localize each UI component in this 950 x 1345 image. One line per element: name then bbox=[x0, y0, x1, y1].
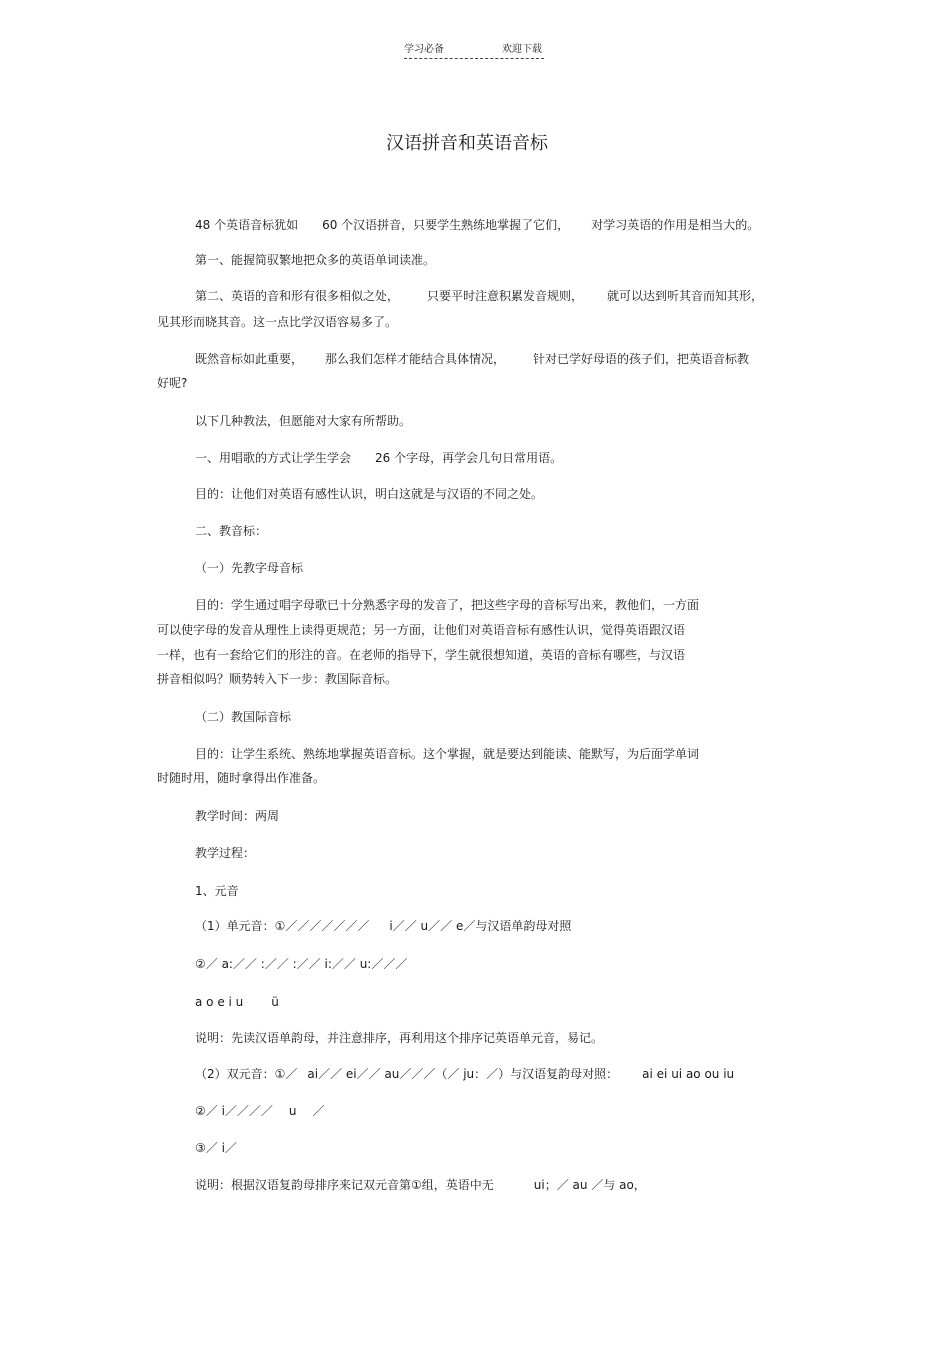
paragraph-first-point: 第一、能握简驭繁地把众多的英语单词读准。 bbox=[195, 253, 436, 267]
vowels-heading: 1、元音 bbox=[195, 884, 239, 898]
p22-text-b: ui；／ au ／与 ao， bbox=[533, 1178, 646, 1192]
subsection-one-heading: （一）先教字母音标 bbox=[195, 561, 304, 575]
intro-paragraph bbox=[195, 213, 759, 238]
p22-text-a: 说明：根据汉语复韵母排序来记双元音第①组，英语中无 bbox=[195, 1178, 494, 1192]
p17-text-b: ü bbox=[271, 995, 279, 1009]
pinyin-single-finals bbox=[195, 990, 279, 1015]
subsection-two-heading: （二）教国际音标 bbox=[195, 710, 292, 724]
subsection-one-purpose-line4: 拼音相似吗？顺势转入下一步：教国际音标。 bbox=[157, 672, 398, 686]
single-vowels-line bbox=[195, 914, 571, 939]
p3-text-b: 那么我们怎样才能结合具体情况， bbox=[325, 352, 506, 366]
p2-text-c: 就可以达到听其音而知其形， bbox=[607, 289, 764, 303]
paragraph-second-point-line2: 见其形而晓其音。这一点比学汉语容易多了。 bbox=[157, 315, 398, 329]
intro-text-b: 60 个汉语拼音，只要学生熟练地掌握了它们， bbox=[322, 218, 570, 232]
paragraph-importance-line2: 好呢? bbox=[157, 376, 188, 390]
p20-text-a: ②／ i／／／／ bbox=[195, 1104, 273, 1118]
p3-text-c: 针对已学好母语的孩子们，把英语音标教 bbox=[533, 352, 750, 366]
p19-text-b: ai／／ ei／／ au／／／（／ ju：／）与汉语复韵母对照： bbox=[307, 1067, 619, 1081]
header-right-text: 欢迎下载 bbox=[502, 44, 542, 55]
section-one-heading bbox=[195, 446, 562, 471]
double-vowels-note bbox=[195, 1173, 646, 1198]
section-two-heading: 二、教音标： bbox=[195, 524, 268, 538]
p2-text-a: 第二、英语的音和形有很多相似之处， bbox=[195, 289, 400, 303]
p20-text-b: u bbox=[288, 1104, 297, 1118]
p19-text-a: （2）双元音：①／ bbox=[195, 1067, 298, 1081]
p20-text-c: ／ bbox=[312, 1104, 325, 1118]
p3-text-a: 既然音标如此重要， bbox=[195, 352, 304, 366]
section-one-purpose: 目的：让他们对英语有感性认识，明白这就是与汉语的不同之处。 bbox=[195, 487, 544, 501]
subsection-one-purpose-line3: 一样，也有一套给它们的形注的音。在老师的指导下，学生就很想知道，英语的音标有哪些，与汉语 bbox=[157, 648, 686, 662]
paragraph-second-point bbox=[195, 284, 763, 309]
intro-text-c: 对学习英语的作用是相当大的。 bbox=[591, 218, 760, 232]
single-vowels-group2: ②／ a:／／ :／／ :／／ i:／／ u:／／／ bbox=[195, 957, 408, 971]
page-header bbox=[404, 40, 544, 59]
paragraph-importance bbox=[195, 347, 749, 372]
subsection-two-purpose-line1: 目的：让学生系统、熟练地掌握英语音标。这个掌握，就是要达到能读、能默写，为后面学单词 bbox=[195, 747, 700, 761]
document-title: 汉语拼音和英语音标 bbox=[386, 133, 548, 154]
header-left-text: 学习必备 bbox=[404, 44, 444, 55]
double-vowels-group2 bbox=[195, 1099, 325, 1124]
p15-text-a: （1）单元音：①／／／／／／／ bbox=[195, 919, 370, 933]
p15-text-b: i／／ u／／ e／与汉语单韵母对照 bbox=[389, 919, 572, 933]
p17-text-a: a o e i u bbox=[195, 995, 244, 1009]
teaching-process: 教学过程： bbox=[195, 846, 256, 860]
p5-text-a: 一、用唱歌的方式让学生学会 bbox=[195, 451, 352, 465]
p5-text-b: 26 个字母，再学会几句日常用语。 bbox=[375, 451, 563, 465]
single-vowels-note: 说明：先读汉语单韵母，并注意排序，再利用这个排序记英语单元音，易记。 bbox=[195, 1031, 604, 1045]
subsection-one-purpose-line1: 目的：学生通过唱字母歌已十分熟悉字母的发音了，把这些字母的音标写出来，教他们，一方面 bbox=[195, 598, 700, 612]
p2-text-b: 只要平时注意积累发音规则， bbox=[427, 289, 584, 303]
subsection-two-purpose-line2: 时随时用，随时拿得出作准备。 bbox=[157, 771, 326, 785]
paragraph-methods-intro: 以下几种教法，但愿能对大家有所帮助。 bbox=[195, 414, 412, 428]
intro-text-a: 48 个英语音标犹如 bbox=[195, 218, 299, 232]
teaching-time: 教学时间：两周 bbox=[195, 809, 280, 823]
p19-text-c: ai ei ui ao ou iu bbox=[642, 1067, 735, 1081]
subsection-one-purpose-line2: 可以使字母的发音从理性上读得更规范；另一方面，让他们对英语音标有感性认识，觉得英语跟汉语 bbox=[157, 623, 686, 637]
double-vowels-group3: ③／ i／ bbox=[195, 1141, 237, 1155]
double-vowels-line bbox=[195, 1062, 734, 1087]
